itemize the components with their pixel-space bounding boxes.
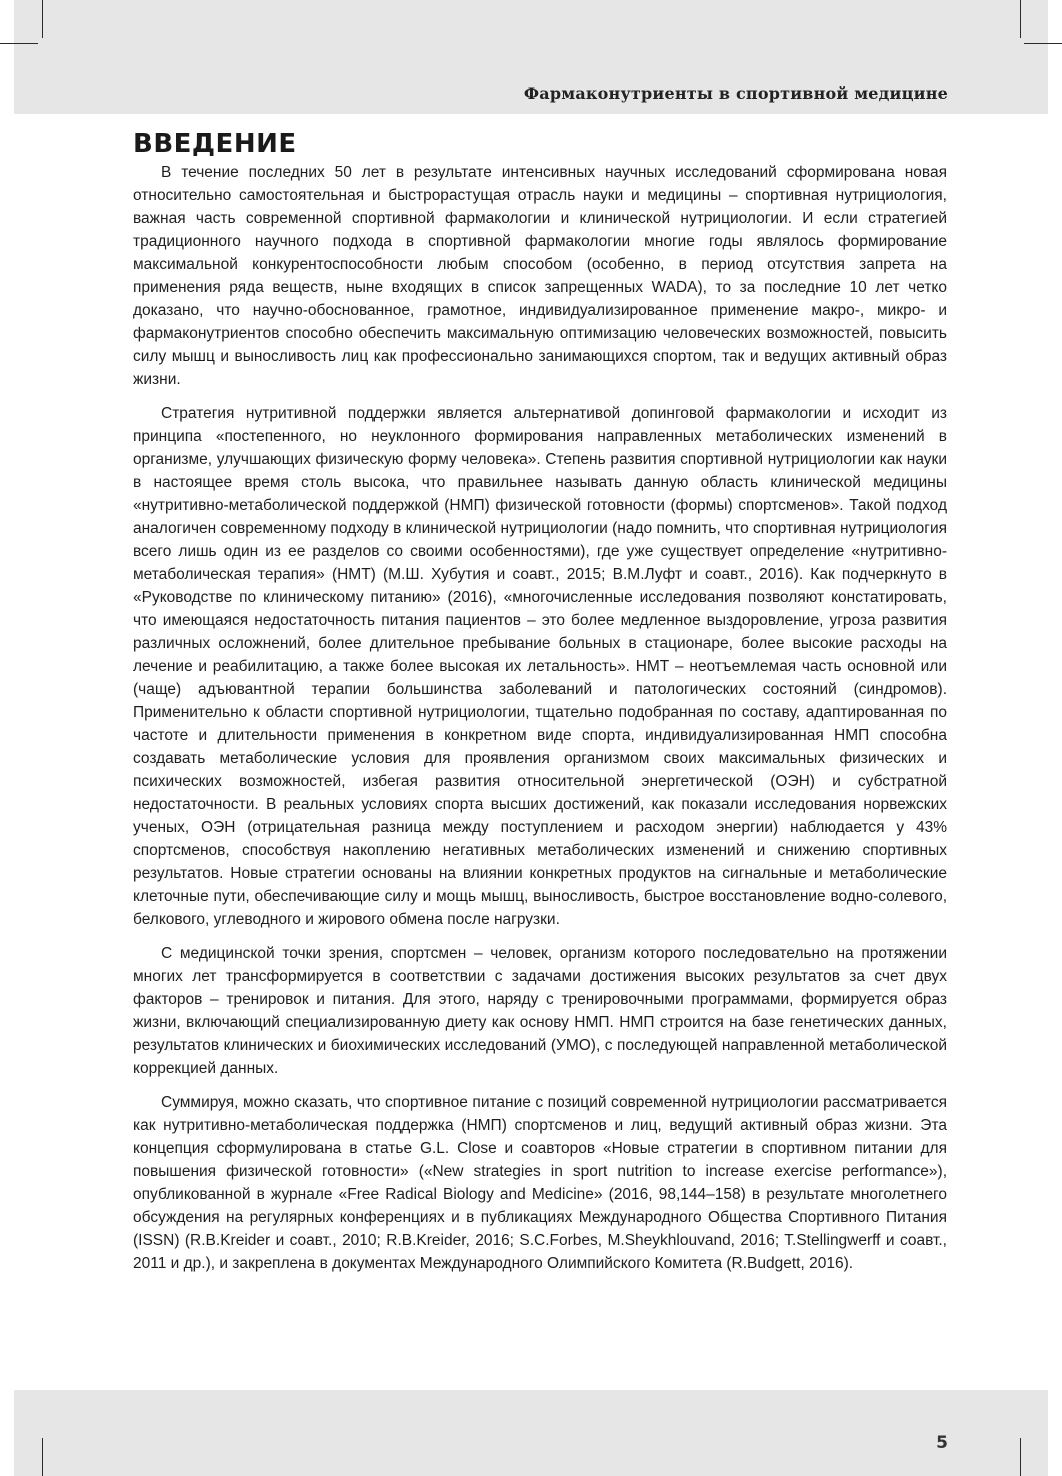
crop-mark-top-right-horizontal	[1024, 43, 1062, 44]
page-number: 5	[936, 1433, 948, 1453]
crop-mark-top-left	[42, 0, 43, 38]
paragraph-medical-view: С медицинской точки зрения, спортсмен – человек, организм которого последовательно на протяжении многих лет трансформируется в соответствии с задачами достижения высоких результатов за счет двух факторов – тренировок и питания. Для этого, наряду с тренировочными программами, формируется образ жизни, включающий специализированную диету как основу НМП. НМП строится на базе генетических данных, результатов клинических и биохимических исследований (УМО), с последующей направленной метаболической коррекцией данных.	[133, 945, 947, 1077]
running-head: Фармаконутриенты в спортивной медицине	[523, 84, 948, 103]
page-content	[133, 127, 947, 1286]
crop-mark-bottom-right	[1020, 1438, 1021, 1476]
crop-mark-top-right	[1020, 0, 1021, 38]
footer-band	[14, 1390, 1048, 1476]
crop-mark-bottom-left	[42, 1438, 43, 1476]
paragraph-intro: В течение последних 50 лет в результате интенсивных научных исследований сформирована новая относительно самостоятельная и быстрорастущая отрасль науки и медицины – спортивная нутрициология, важная часть современной спортивной фармакологии и клинической нутрициологии. И если стратегией традиционного научного подхода в спортивной фармакологии многие годы являлось формирование максимальной конкурентоспособности любым способом (особенно, в период отсутствия запрета на применения ряда веществ, ныне входящих в список запрещенных WADA), то за последние 10 лет четко доказано, что научно-обоснованное, грамотное, индивидуализированное применение макро-, микро- и фармаконутриентов способно обеспечить максимальную оптимизацию человеческих возможностей, повысить силу мышц и выносливость лиц как профессионально занимающихся спортом, так и ведущих активный образ жизни.	[133, 164, 947, 388]
crop-mark-top-left-horizontal	[0, 43, 38, 44]
section-title: ВВЕДЕНИЕ	[133, 129, 297, 159]
paragraph-strategy: Стратегия нутритивной поддержки является альтернативой допинговой фармакологии и исходит из принципа «постепенного, но неуклонного формирования направленных метаболических изменений в организме, улучшающих физическую форму человека». Степень развития спортивной нутрициологии как науки в настоящее время столь высока, что правильнее называть данную область клинической медицины «нутритивно-метаболической поддержкой (НМП) физической готовности (формы) спортсменов». Такой подход аналогичен современному подходу в клинической нутрициологии (надо помнить, что спортивная нутрициология всего лишь один из ее разделов со своими особенностями), где уже существует определение «нутритивно-метаболическая терапия» (НМТ) (М.Ш. Хубутия и соавт., 2015; В.М.Луфт и соавт., 2016). Как подчеркнуто в «Руководстве по клиническому питанию» (2016), «многочисленные исследования позволяют констатировать, что имеющаяся недостаточность питания пациентов – это более медленное выздоровление, угроза развития различных осложнений, более длительное пребывание больных в стационаре, более высокие расходы на лечение и реабилитацию, а также более высокая их летальность». НМТ – неотъемлемая часть основной или (чаще) адъювантной терапии большинства заболеваний и патологических состояний (синдромов). Применительно к области спортивной нутрициологии, тщательно подобранная по составу, адаптированная по частоте и длительности применения в конкретном виде спорта, индивидуализированная НМП способна создавать метаболические условия для проявления организмом своих максимальных физических и психических возможностей, избегая развития относительной энергетической (ОЭН) и субстратной недостаточности. В реальных условиях спорта высших достижений, как показали исследования норвежских ученых, ОЭН (отрицательная разница между поступлением и расходом энергии) наблюдается у 43% спортсменов, способствуя накоплению негативных метаболических изменений и снижению спортивных результатов. Новые стратегии основаны на влиянии конкретных продуктов на сигнальные и метаболические клеточные пути, обеспечивающие силу и мощь мышц, выносливость, быстрое восстановление водно-солевого, белкового, углеводного и жирового обмена после нагрузки.	[133, 405, 948, 928]
paragraph-summary: Суммируя, можно сказать, что спортивное питание с позиций современной нутрициологии рассматривается как нутритивно-метаболическая поддержка (НМП) спортсменов и лиц, ведущий активный образ жизни. Эта концепция сформулирована в статье G.L. Close и соавторов «Новые стратегии в спортивном питании для повышения физической готовности» («New strategies in sport nutrition to increase exercise performance»), опубликованной в журнале «Free Radical Biology and Medicine» (2016, 98,144–158) в результате многолетнего обсуждения на регулярных конференциях и в публикациях Международного Общества Спортивного Питания (ISSN) (R.B.Kreider и соавт., 2010; R.B.Kreider, 2016; S.C.Forbes, M.Sheykhlouvand, 2016; T.Stellingwerff и соавт., 2011 и др.), и закреплена в документах Международного Олимпийского Комитета (R.Budgett, 2016).	[133, 1094, 947, 1272]
